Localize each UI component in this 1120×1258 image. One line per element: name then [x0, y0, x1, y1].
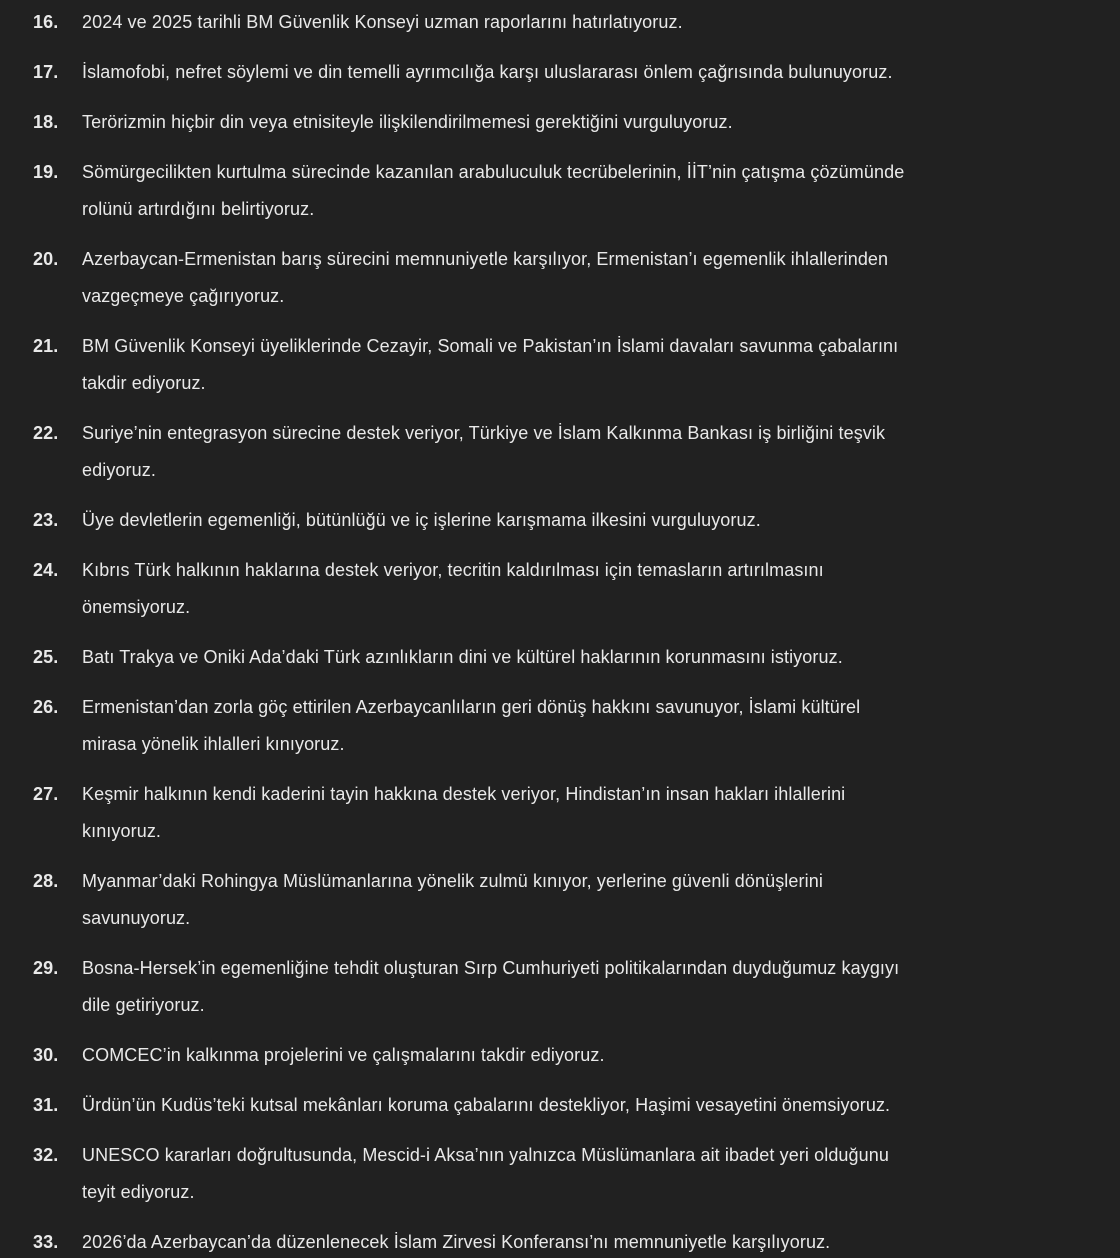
text-line: Ermenistan’dan zorla göç ettirilen Azerbaycanlıların geri dönüş hakkını savunuyor, İslami kültürel: [82, 697, 861, 717]
list-item: [33, 328, 1080, 402]
text-line: 2024 ve 2025 tarihli BM Güvenlik Konseyi uzman raporlarını hatırlatıyoruz.: [82, 12, 683, 32]
list-item: [33, 154, 1080, 228]
text-line: teyit ediyoruz.: [82, 1182, 195, 1202]
text-line: COMCEC’in kalkınma projelerini ve çalışmalarını takdir ediyoruz.: [82, 1045, 605, 1065]
list-item: [33, 950, 1080, 1024]
item-text: [82, 4, 1080, 41]
list-item: [33, 1037, 1080, 1074]
item-number: 26.: [33, 697, 59, 717]
text-line: ediyoruz.: [82, 460, 156, 480]
text-line: UNESCO kararları doğrultusunda, Mescid-i Aksa’nın yalnızca Müslümanlara ait ibadet yeri olduğunu: [82, 1145, 889, 1165]
item-number: 25.: [33, 647, 59, 667]
text-line: Myanmar’daki Rohingya Müslümanlarına yönelik zulmü kınıyor, yerlerine güvenli dönüşlerini: [82, 871, 823, 891]
list-item: [33, 415, 1080, 489]
item-text: [82, 1137, 1080, 1211]
text-line: kınıyoruz.: [82, 821, 162, 841]
text-line: Ürdün’ün Kudüs’teki kutsal mekânları koruma çabalarını destekliyor, Haşimi vesayetini önemsiyoruz.: [82, 1095, 891, 1115]
text-line: Azerbaycan-Ermenistan barış sürecini memnuniyetle karşılıyor, Ermenistan’ı egemenlik ihlallerinden: [82, 249, 889, 269]
text-line: Suriye’nin entegrasyon sürecine destek veriyor, Türkiye ve İslam Kalkınma Bankası iş birliğini teşvik: [82, 423, 886, 443]
item-text: [82, 154, 1080, 228]
list-item: [33, 1137, 1080, 1211]
item-number: 32.: [33, 1145, 59, 1165]
text-line: mirasa yönelik ihlalleri kınıyoruz.: [82, 734, 345, 754]
item-text: [82, 639, 1080, 676]
item-text: [82, 104, 1080, 141]
item-text: [82, 328, 1080, 402]
text-line: Kıbrıs Türk halkının haklarına destek veriyor, tecritin kaldırılması için temasların artırılmasını: [82, 560, 824, 580]
list-item: [33, 776, 1080, 850]
list-item: [33, 689, 1080, 763]
item-number: 27.: [33, 784, 59, 804]
text-line: savunuyoruz.: [82, 908, 191, 928]
item-number: 22.: [33, 423, 59, 443]
item-number: 19.: [33, 162, 59, 182]
text-line: Sömürgecilikten kurtulma sürecinde kazanılan arabuluculuk tecrübelerinin, İİT’nin çatışma çözümünde: [82, 162, 905, 182]
item-text: [82, 950, 1080, 1024]
list-item: [33, 4, 1080, 41]
list-item: [33, 54, 1080, 91]
text-line: vazgeçmeye çağırıyoruz.: [82, 286, 285, 306]
text-line: Bosna-Hersek’in egemenliğine tehdit oluşturan Sırp Cumhuriyeti politikalarından duyduğumuz kaygıyı: [82, 958, 900, 978]
text-line: dile getiriyoruz.: [82, 995, 205, 1015]
item-text: [82, 502, 1080, 539]
item-text: [82, 689, 1080, 763]
list-item: [33, 104, 1080, 141]
item-text: [82, 54, 1080, 91]
numbered-list: [33, 4, 1080, 1258]
item-text: [82, 1224, 1080, 1258]
text-line: önemsiyoruz.: [82, 597, 191, 617]
list-item: [33, 502, 1080, 539]
item-text: [82, 241, 1080, 315]
item-number: 18.: [33, 112, 59, 132]
item-text: [82, 1037, 1080, 1074]
item-text: [82, 776, 1080, 850]
text-line: Üye devletlerin egemenliği, bütünlüğü ve iç işlerine karışmama ilkesini vurguluyoruz.: [82, 510, 761, 530]
item-number: 30.: [33, 1045, 59, 1065]
list-item: [33, 639, 1080, 676]
text-line: rolünü artırdığını belirtiyoruz.: [82, 199, 315, 219]
item-number: 24.: [33, 560, 59, 580]
list-item: [33, 1087, 1080, 1124]
text-line: Terörizmin hiçbir din veya etnisiteyle ilişkilendirilmemesi gerektiğini vurguluyoruz.: [82, 112, 733, 132]
item-number: 16.: [33, 12, 59, 32]
text-line: İslamofobi, nefret söylemi ve din temelli ayrımcılığa karşı uluslararası önlem çağrısında bulunuyoruz.: [82, 62, 893, 82]
list-item: [33, 241, 1080, 315]
item-number: 17.: [33, 62, 59, 82]
text-line: takdir ediyoruz.: [82, 373, 206, 393]
text-line: Batı Trakya ve Oniki Ada’daki Türk azınlıkların dini ve kültürel haklarının korunmasını istiyoruz.: [82, 647, 843, 667]
text-line: 2026’da Azerbaycan’da düzenlenecek İslam Zirvesi Konferansı’nı memnuniyetle karşılıyoruz.: [82, 1232, 831, 1252]
list-item: [33, 1224, 1080, 1258]
item-number: 23.: [33, 510, 59, 530]
item-number: 21.: [33, 336, 59, 356]
item-number: 20.: [33, 249, 59, 269]
text-line: Keşmir halkının kendi kaderini tayin hakkına destek veriyor, Hindistan’ın insan hakları ihlallerini: [82, 784, 846, 804]
list-item: [33, 552, 1080, 626]
item-text: [82, 552, 1080, 626]
list-item: [33, 863, 1080, 937]
text-line: BM Güvenlik Konseyi üyeliklerinde Cezayir, Somali ve Pakistan’ın İslami davaları savunma çabalarını: [82, 336, 899, 356]
item-number: 33.: [33, 1232, 59, 1252]
item-number: 29.: [33, 958, 59, 978]
item-number: 28.: [33, 871, 59, 891]
item-number: 31.: [33, 1095, 59, 1115]
item-text: [82, 863, 1080, 937]
item-text: [82, 1087, 1080, 1124]
item-text: [82, 415, 1080, 489]
